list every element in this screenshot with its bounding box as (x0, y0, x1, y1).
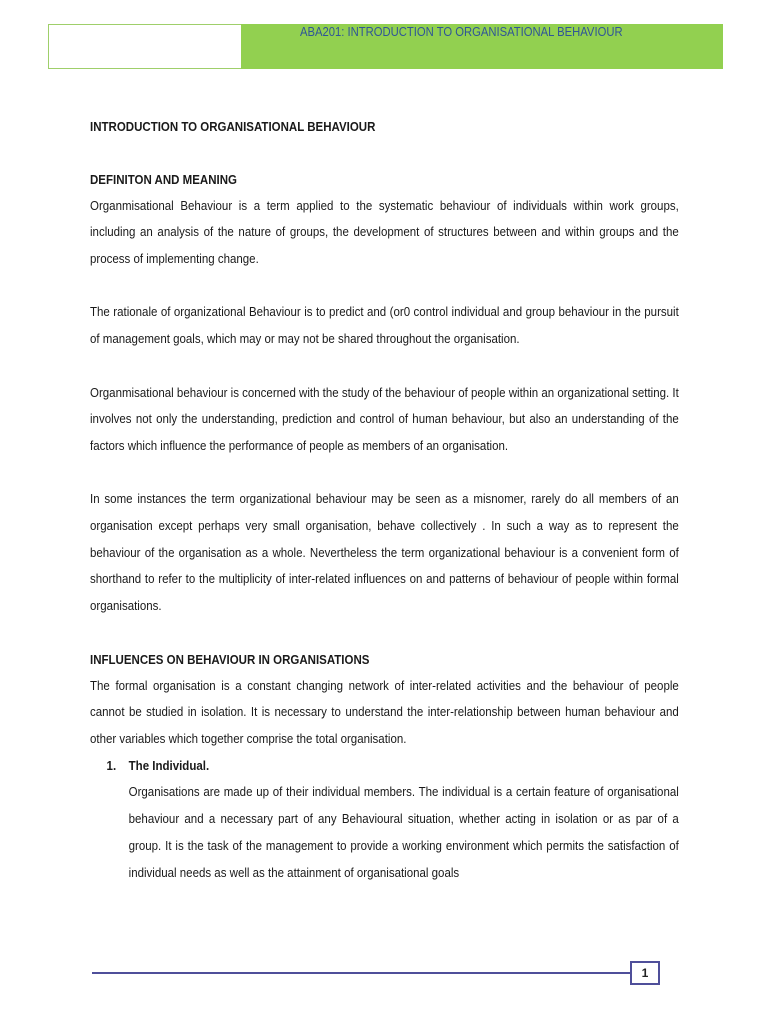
header-left-box (48, 24, 241, 69)
paragraph-5: The formal organisation is a constant changing network of inter-related activities and the behaviour of people cannot be studied in isolation. It is necessary to understand the inter-relationship between human behaviour and other variables which together comprise the total organisation. (90, 678, 679, 746)
list-item-body: Organisations are made up of their individual members. The individual is a certain feature of organisational behaviour and a necessary part of any Behavioural situation, whether acting in isolation or as par of a group. It is the task of the management to provide a working environment which permits the satisfaction of individual needs as well as the attainment of organisational goals (128, 785, 679, 880)
paragraph-3: Organmisational behaviour is concerned with the study of the behaviour of people within an organizational setting. It involves not only the understanding, prediction and control of human behaviour, but also an understanding of the factors which influence the performance of people as members of an organisation. (90, 385, 679, 453)
page-number: 1 (630, 961, 660, 985)
footer-rule (92, 972, 630, 974)
paragraph-2: The rationale of organizational Behaviour is to predict and (or0 control individual and group behaviour in the pursuit of management goals, which may or may not be shared throughout the organisation. (90, 305, 679, 347)
document-title: INTRODUCTION TO ORGANISATIONAL BEHAVIOUR (90, 120, 376, 134)
document-body (90, 114, 678, 886)
paragraph-4: In some instances the term organizational behaviour may be seen as a misnomer, rarely do all members of an organisation except perhaps very small organisation, behave collectively . In such a way as to represent the behaviour of the organisation as a whole. Nevertheless the term organizational behaviour is a convenient form of shorthand to refer to the multiplicity of inter-related influences on and patterns of behaviour of people within formal organisations. (90, 492, 679, 614)
list-item-title: The Individual. (128, 758, 210, 773)
section-heading-definition: DEFINITON AND MEANING (90, 172, 237, 187)
section-heading-influences: INFLUENCES ON BEHAVIOUR IN ORGANISATIONS (90, 652, 370, 667)
list-item-heading (107, 753, 679, 780)
document-text (90, 114, 679, 886)
list-item-number: 1. (106, 758, 117, 773)
paragraph-1: Organmisational Behaviour is a term applied to the systematic behaviour of individuals within work groups, including an analysis of the nature of groups, the development of structures between and within groups and the process of implementing change. (90, 198, 679, 267)
course-title: ABA201: INTRODUCTION TO ORGANISATIONAL BEHAVIOUR (300, 25, 623, 39)
